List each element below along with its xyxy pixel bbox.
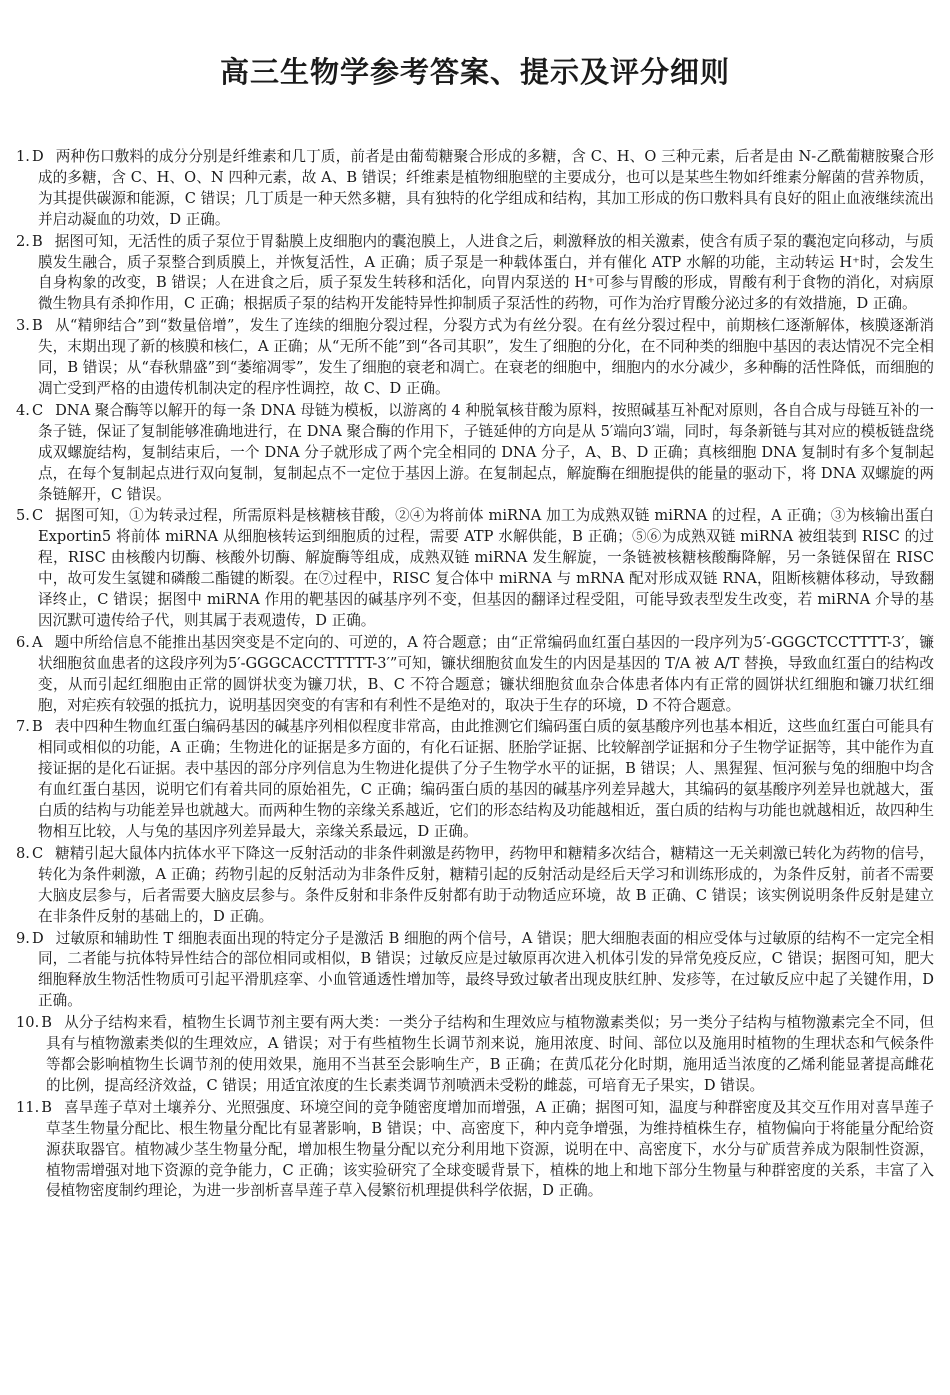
answer-item [16,1013,934,1097]
answer-number: 7. [16,718,30,736]
answer-key: C [31,401,44,419]
answer-number: 6. [16,633,30,651]
answer-number: 11. [16,1098,40,1116]
answer-sheet-page [16,52,934,1203]
answer-key: C [31,507,44,525]
answer-item [16,1098,934,1203]
answer-item [16,506,934,631]
answer-number: 4. [16,401,30,419]
answer-number: 10. [16,1014,40,1032]
answer-list [16,147,934,1202]
answer-key: B [31,232,43,250]
answer-key: B [41,1014,52,1032]
answer-key: A [31,633,43,651]
answer-explanation: 表中四种生物血红蛋白编码基因的碱基序列相似程度非常高，由此推测它们编码蛋白质的氨基酸序列也基本相近，这些血红蛋白可能具有相同或相似的功能，A 正确；生物进化的证据是多方面的，有化石证据、胚胎学证据、比较解剖学证据和分子生物学证据等，其中能作为直接证据的是化石证据。表中基因的部分序列信息为生物进化提供了分子生物学水平的证据，B 错误；人、黑猩猩、恒河猴与兔的细胞中均含有血红蛋白基因，说明它们有着共同的原始祖先，C 正确；编码蛋白质的基因的碱基序列差异越大，其编码的氨基酸序列差异也就越大，蛋白质的结构与功能差异也就越大。而两种生物的亲缘关系越近，它们的形态结构及功能越相近，蛋白质的结构与功能也就越相近，故四种生物相互比较，人与兔的基因序列差异最大，亲缘关系最远，D 正确。 [38,718,934,840]
answer-explanation: 据图可知，无活性的质子泵位于胃黏膜上皮细胞内的囊泡膜上，人进食之后，刺激释放的相关激素，使含有质子泵的囊泡定向移动，与质膜发生融合，质子泵整合到质膜上，并恢复活性，A 正确；质子泵是一种载体蛋白，并有催化 ATP 水解的功能，主动转运 H⁺时，会发生自身构象的改变，B 错误；人在进食之后，质子泵发生转移和活化，向胃内泵送的 H⁺可参与胃酸的形成，胃酸有利于食物的消化，对病原微生物具有杀抑作用，C 正确；根据质子泵的结构开发能特异性抑制质子泵活性的药物，可作为治疗胃酸分泌过多的有效措施，D 正确。 [38,232,934,313]
answer-explanation: DNA 聚合酶等以解开的每一条 DNA 母链为模板，以游离的 4 种脱氧核苷酸为原料，按照碱基互补配对原则，各自合成与母链互补的一条子链，保证了复制能够准确地进行，在 DNA 聚合酶的作用下，子链延伸的方向是从 5′端向3′端，同时，每条新链与其对应的模板链盘绕成双螺旋结构，复制结束后，一个 DNA 分子就形成了两个完全相同的 DNA 分子，A、B、D 正确；真核细胞 DNA 复制时有多个复制起点，在每个复制起点进行双向复制，复制起点不一定位于基因上游。在复制起点，解旋酶在细胞提供的能量的驱动下，将 DNA 双螺旋的两条链解开，C 错误。 [38,401,934,503]
answer-item [16,232,934,316]
answer-explanation: 两种伤口敷料的成分分别是纤维素和几丁质，前者是由葡萄糖聚合形成的多糖，含 C、H、O 三种元素，后者是由 N-乙酰葡糖胺聚合形成的多糖，含 C、H、O、N 四种元素，故 A、B 错误；纤维素是植物细胞壁的主要成分，也可以是某些生物如纤维素分解菌的营养物质，为其提供碳源和能源，C 错误；几丁质是一种天然多糖，具有独特的化学组成和结构，其加工形成的伤口敷料具有良好的阻止血液继续流出并启动凝血的功效，D 正确。 [38,148,934,228]
answer-number: 3. [16,317,30,335]
answer-explanation: 过敏原和辅助性 T 细胞表面出现的特定分子是激活 B 细胞的两个信号，A 错误；肥大细胞表面的相应受体与过敏原的结构不一定完全相同，二者能与抗体特异性结合的部位相同或相似，B 错误；过敏反应是过敏原再次进入机体引发的异常免疫反应，C 错误；据图可知，肥大细胞释放生物活性物质可引起平滑肌痉挛、小血管通透性增加等，最终导致过敏者出现皮肤红肿、发疹等，在过敏反应中起了关键作用，D 正确。 [38,929,934,1010]
answer-item [16,717,934,842]
answer-number: 5. [16,507,30,525]
answer-explanation: 题中所给信息不能推出基因突变是不定向的、可逆的，A 符合题意；由“正常编码血红蛋白基因的一段序列为5′-GGGCTCCTTTT-3′，镰状细胞贫血患者的这段序列为5′-GGGCACCTTTTT-3′”可知，镰状细胞贫血发生的内因是基因的 T/A 被 A/T 替换，导致血红蛋白的结构改变，从而引起红细胞由正常的圆饼状变为镰刀状，B、C 不符合题意；镰状细胞贫血杂合体患者体内有正常的圆饼状红细胞和镰刀状红细胞，对疟疾有较强的抵抗力，说明基因突变的有害和有利性不是绝对的，取决于生存的环境，D 不符合题意。 [38,633,934,714]
answer-item [16,147,934,231]
answer-number: 8. [16,844,30,862]
page-title: 高三生物学参考答案、提示及评分细则 [219,55,730,89]
answer-explanation: 喜旱莲子草对土壤养分、光照强度、环境空间的竞争随密度增加而增强，A 正确；据图可知，温度与种群密度及其交互作用对喜旱莲子草茎生物量分配比、根生物量分配比有显著影响，B 错误；中、高密度下，种内竞争增强，为维持植株生存，植物偏向于将能量分配给资源获取器官。植物减少茎生物量分配，增加根生物量分配以充分利用地下资源，说明在中、高密度下，水分与矿质营养成为限制性资源，植物需增强对地下资源的竞争能力，C 正确；该实验研究了全球变暖背景下，植株的地上和地下部分生物量与种群密度的关系，丰富了入侵植物密度制约理论，为进一步剖析喜旱莲子草入侵繁衍机理提供科学依据，D 正确。 [46,1098,934,1200]
answer-explanation: 从“精卵结合”到“数量倍增”，发生了连续的细胞分裂过程，分裂方式为有丝分裂。在有丝分裂过程中，前期核仁逐渐解体，核膜逐渐消失，末期出现了新的核膜和核仁，A 正确；从“无所不能”到“各司其职”，发生了细胞的分化，在不同种类的细胞中基因的表达情况不完全相同，B 错误；从“春秋鼎盛”到“萎缩凋零”，发生了细胞的衰老和凋亡。在衰老的细胞中，细胞内的水分减少，多种酶的活性降低，而细胞的凋亡受到严格的由遗传机制决定的程序性调控，故 C、D 正确。 [38,317,934,397]
answer-item [16,633,934,717]
answer-item [16,316,934,400]
answer-explanation: 据图可知，①为转录过程，所需原料是核糖核苷酸，②④为将前体 miRNA 加工为成熟双链 miRNA 的过程，A 正确；③为核输出蛋白 Exportin5 将前体 miRNA 从细胞核转运到细胞质的过程，需要 ATP 水解供能，B 正确；⑤⑥为成熟双链 miRNA 被组装到 RISC 的过程，RISC 由核酸内切酶、核酸外切酶、解旋酶等组成，成熟双链 miRNA 发生解旋，一条链被核糖核酸酶降解，另一条链保留在 RISC 中，故可发生氢键和磷酸二酯键的断裂。在⑦过程中，RISC 复合体中 miRNA 与 mRNA 配对形成双链 RNA，阻断核糖体移动，导致翻译终止，C 错误；据图中 miRNA 作用的靶基因的碱基序列不变，但基因的翻译过程受阻，可能导致表型发生改变，若 miRNA 介导的基因沉默可遗传给子代，则其属于表观遗传，D 正确。 [38,507,934,629]
answer-key: B [31,718,43,736]
answer-item [16,844,934,928]
answer-number: 1. [16,148,30,165]
answer-key: B [41,1098,52,1116]
answer-key: D [31,929,44,947]
answer-key: C [31,844,44,862]
answer-item [16,929,934,1013]
answer-explanation: 从分子结构来看，植物生长调节剂主要有两大类：一类分子结构和生理效应与植物激素类似；另一类分子结构与植物激素完全不同，但具有与植物激素类似的生理效应，A 错误；对于有些植物生长调节剂来说，施用浓度、时间、部位以及施用时植物的生理状态和气候条件等都会影响植物生长调节剂的使用效果，施用不当甚至会影响生产，B 正确；在黄瓜花分化时期，施用适当浓度的乙烯利能显著提高雌花的比例，提高经济效益，C 错误；用适宜浓度的生长素类调节剂喷洒未受粉的雌蕊，可培育无子果实，D 错误。 [46,1014,934,1094]
answer-number: 9. [16,929,30,947]
answer-key: D [31,148,44,165]
answer-key: B [31,317,43,335]
answer-explanation: 糖精引起大鼠体内抗体水平下降这一反射活动的非条件刺激是药物甲，药物甲和糖精多次结合，糖精这一无关刺激已转化为药物的信号，转化为条件刺激，A 正确；药物引起的反射活动为非条件反射，糖精引起的反射活动是经后天学习和训练形成的，为条件反射，前者不需要大脑皮层参与，后者需要大脑皮层参与。条件反射和非条件反射都有助于动物适应环境，故 B 正确、C 错误；该实例说明条件反射是建立在非条件反射的基础上的，D 正确。 [38,844,934,925]
answer-number: 2. [16,232,30,250]
answer-item [16,401,934,506]
